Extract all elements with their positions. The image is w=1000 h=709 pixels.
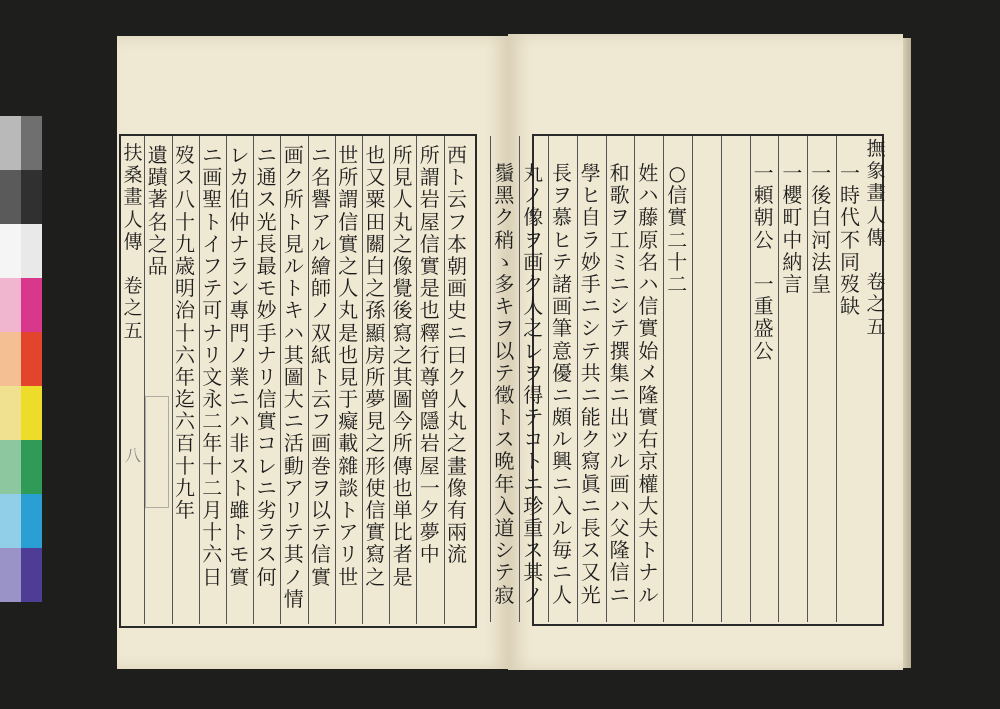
color-swatch bbox=[0, 116, 21, 170]
column-rule bbox=[577, 136, 578, 622]
left-page-header: 扶 桑 畫 人 傳 卷 之 五 bbox=[123, 142, 143, 342]
column-rule bbox=[606, 136, 607, 622]
left-page-folio: 八 bbox=[124, 446, 141, 465]
text-column: ニ 通 ス 光 長 最 モ 妙 手 ナ リ 信 實 コ レ ニ 劣 ラ ス 何 bbox=[256, 143, 277, 589]
text-column: 鬚 黑 ク 稍 ゝ 多 キ ヲ 以 テ 徵 ト ス 晩 年 入 道 シ テ 寂 bbox=[494, 161, 515, 607]
color-swatch bbox=[21, 224, 42, 278]
column-rule bbox=[280, 136, 281, 624]
text-column: 長 ヲ 慕 ヒ テ 諸 画 筆 意 優 ニ 頗 ル 興 ニ 入 ル 毎 ニ 人 bbox=[552, 161, 572, 607]
color-swatch bbox=[21, 170, 42, 224]
column-rule bbox=[335, 136, 336, 624]
color-swatch bbox=[21, 548, 42, 602]
color-swatch bbox=[0, 548, 21, 602]
column-rule bbox=[663, 136, 664, 622]
text-column: ○ 信 實 二 十 二 bbox=[667, 161, 688, 296]
column-rule bbox=[692, 136, 693, 622]
color-swatch bbox=[21, 494, 42, 548]
color-calibration-bar bbox=[0, 116, 42, 602]
column-rule bbox=[253, 136, 254, 624]
text-column: 所 謂 岩 屋 信 實 是 也 釋 行 尊 曾 隱 岩 屋 一 夕 夢 中 bbox=[419, 143, 440, 567]
column-rule bbox=[308, 136, 309, 624]
color-swatch bbox=[21, 440, 42, 494]
color-swatch bbox=[0, 224, 21, 278]
column-rule bbox=[490, 136, 491, 622]
column-rule bbox=[416, 136, 417, 624]
color-swatch bbox=[21, 116, 42, 170]
column-rule bbox=[750, 136, 751, 622]
column-rule bbox=[199, 136, 200, 624]
column-rule bbox=[362, 136, 363, 624]
left-page bbox=[117, 36, 509, 669]
column-rule bbox=[836, 136, 837, 622]
text-column: 學 ヒ 自 ラ 妙 手 ニ シ テ 共 ニ 能 ク 寫 眞 ニ 長 ス 又 光 bbox=[580, 161, 601, 607]
column-rule bbox=[226, 136, 227, 624]
text-column: 西 ト 云 フ 本 朝 画 史 ニ 曰 ク 人 丸 之 畫 像 有 兩 流 bbox=[447, 143, 467, 567]
text-column: 歿 ス 八 十 九 歳 明 治 十 六 年 迄 六 百 十 九 年 bbox=[175, 143, 195, 522]
color-swatch bbox=[21, 278, 42, 332]
color-swatch bbox=[21, 332, 42, 386]
text-column: 姓 ハ 藤 原 名 ハ 信 實 始 メ 隆 實 右 京 權 大 夫 ト ナ ル bbox=[638, 161, 659, 607]
color-swatch bbox=[0, 278, 21, 332]
text-column: 也 又 粟 田 關 白 之 孫 顯 房 所 夢 見 之 形 使 信 實 寫 之 bbox=[365, 143, 386, 589]
text-column: 画 ク 所 ト 見 ル ト キ ハ 其 圖 大 ニ 活 動 ア リ テ 其 ノ 情 bbox=[283, 143, 304, 611]
text-column: ニ 名 譽 ア ル 繪 師 ノ 双 紙 ト 云 フ 画 巻 ヲ 以 テ 信 實 bbox=[311, 143, 331, 589]
text-column: 和 歌 ヲ 工 ミ ニ シ テ 撰 集 ニ 出 ツ ル 画 ハ 父 隆 信 ニ bbox=[609, 161, 630, 607]
color-swatch bbox=[0, 332, 21, 386]
color-swatch bbox=[0, 440, 21, 494]
text-column: ニ 画 聖 ト イ フ テ 可 ナ リ 文 永 二 年 十 二 月 十 六 日 bbox=[202, 143, 223, 589]
text-column: 所 見 人 丸 之 像 覺 後 寫 之 其 圖 今 所 傳 也 単 比 者 是 bbox=[392, 143, 413, 589]
text-column: 遺 蹟 著 名 之 品 bbox=[147, 143, 168, 278]
right-page-header: 撫 象 畫 人 傳 卷 之 五 bbox=[866, 138, 886, 338]
text-column: レ カ 伯 仲 ナ ラ ン 專 門 ノ 業 ニ ハ 非 ス ト 雖 ト モ 實 bbox=[229, 143, 250, 589]
column-rule bbox=[389, 136, 390, 624]
text-column: 一 後 白 河 法 皇 bbox=[811, 161, 832, 296]
text-column: 丸 ノ 像 ヲ 画 ク 人 之 レ ヲ 得 テ コ ト ニ 珍 重 ス 其 ノ bbox=[523, 161, 544, 607]
column-rule bbox=[172, 136, 173, 624]
column-rule bbox=[807, 136, 808, 622]
right-page bbox=[494, 34, 903, 670]
column-rule bbox=[144, 136, 145, 624]
text-column: 一 頼 朝 公 一 重 盛 公 bbox=[753, 161, 774, 363]
color-swatch bbox=[21, 386, 42, 440]
text-column: 世 所 謂 信 實 之 人 丸 是 也 見 于 癡 載 雜 談 ト ア リ 世 bbox=[338, 143, 359, 589]
text-column: 一 時 代 不 同 歿 缺 bbox=[840, 161, 860, 319]
column-rule bbox=[778, 136, 779, 622]
page-edge bbox=[903, 38, 911, 668]
color-swatch bbox=[0, 170, 21, 224]
color-swatch bbox=[0, 386, 21, 440]
column-rule bbox=[721, 136, 722, 622]
column-rule bbox=[634, 136, 635, 622]
column-rule bbox=[519, 136, 520, 622]
seal-stamp bbox=[145, 396, 169, 508]
column-rule bbox=[444, 136, 445, 624]
color-swatch bbox=[0, 494, 21, 548]
text-column: 一 櫻 町 中 納 言 bbox=[782, 161, 803, 296]
column-rule bbox=[548, 136, 549, 622]
